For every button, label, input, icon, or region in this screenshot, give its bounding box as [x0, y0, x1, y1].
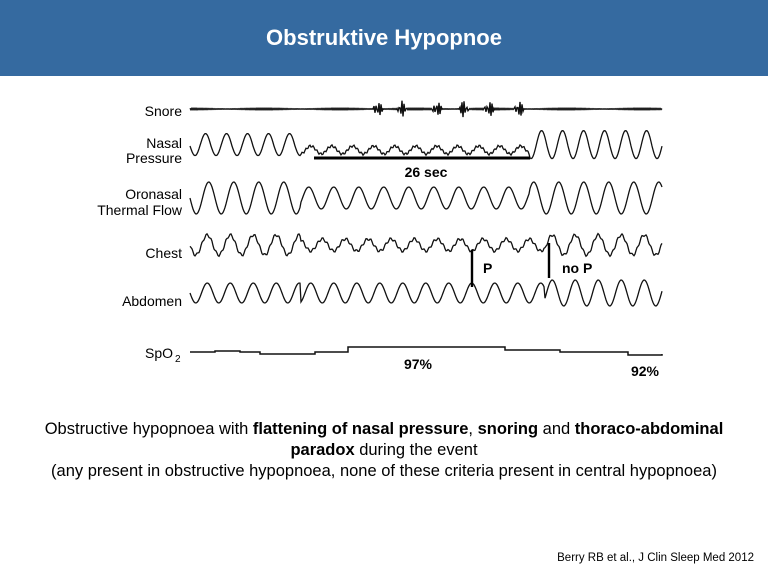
- no-paradox-label: no P: [562, 260, 593, 276]
- slide-header: [0, 0, 768, 76]
- trace-snore: [190, 101, 662, 117]
- caption-text: during the event: [354, 441, 478, 459]
- label-oronasal-2: Thermal Flow: [97, 202, 182, 218]
- label-abdomen: Abdomen: [122, 293, 182, 309]
- caption-emphasis: flattening of nasal pressure: [252, 420, 469, 438]
- label-snore: Snore: [144, 103, 182, 119]
- label-nasal-1: Nasal: [146, 135, 182, 151]
- trace-spo2: [190, 347, 662, 355]
- label-nasal-2: Pressure: [125, 150, 182, 166]
- caption-emphasis: snoring: [477, 420, 539, 438]
- trace-chest: [190, 234, 662, 257]
- caption-note: (any present in obstructive hypopnoea, none of these criteria present in central hypopnoea): [51, 462, 717, 480]
- label-spo2: [145, 345, 173, 361]
- label-spo2-sub: 2: [175, 354, 181, 365]
- caption-text: and: [538, 420, 575, 438]
- duration-label: 26 sec: [404, 164, 448, 180]
- label-spo2-main: SpO: [144, 345, 173, 361]
- trace-abdomen: [190, 280, 662, 306]
- spo2-start-value: 97%: [403, 356, 433, 372]
- caption-text: ,: [468, 420, 478, 438]
- label-chest: Chest: [145, 245, 182, 261]
- paradox-label: P: [483, 260, 493, 276]
- caption-emphasis: thoraco-abdominal paradox: [290, 420, 724, 459]
- slide-title: Obstruktive Hypopnoe: [266, 25, 502, 50]
- label-oronasal-1: Oronasal: [125, 186, 182, 202]
- caption-text: Obstructive hypopnoea with: [44, 420, 253, 438]
- polysomnography-figure: [0, 76, 768, 386]
- trace-nasal-pressure: [190, 131, 662, 159]
- spo2-end-value: 92%: [630, 363, 660, 379]
- figure-caption: [20, 419, 748, 482]
- trace-oronasal-flow: [190, 182, 662, 214]
- citation: Berry RB et al., J Clin Sleep Med 2012: [557, 552, 754, 564]
